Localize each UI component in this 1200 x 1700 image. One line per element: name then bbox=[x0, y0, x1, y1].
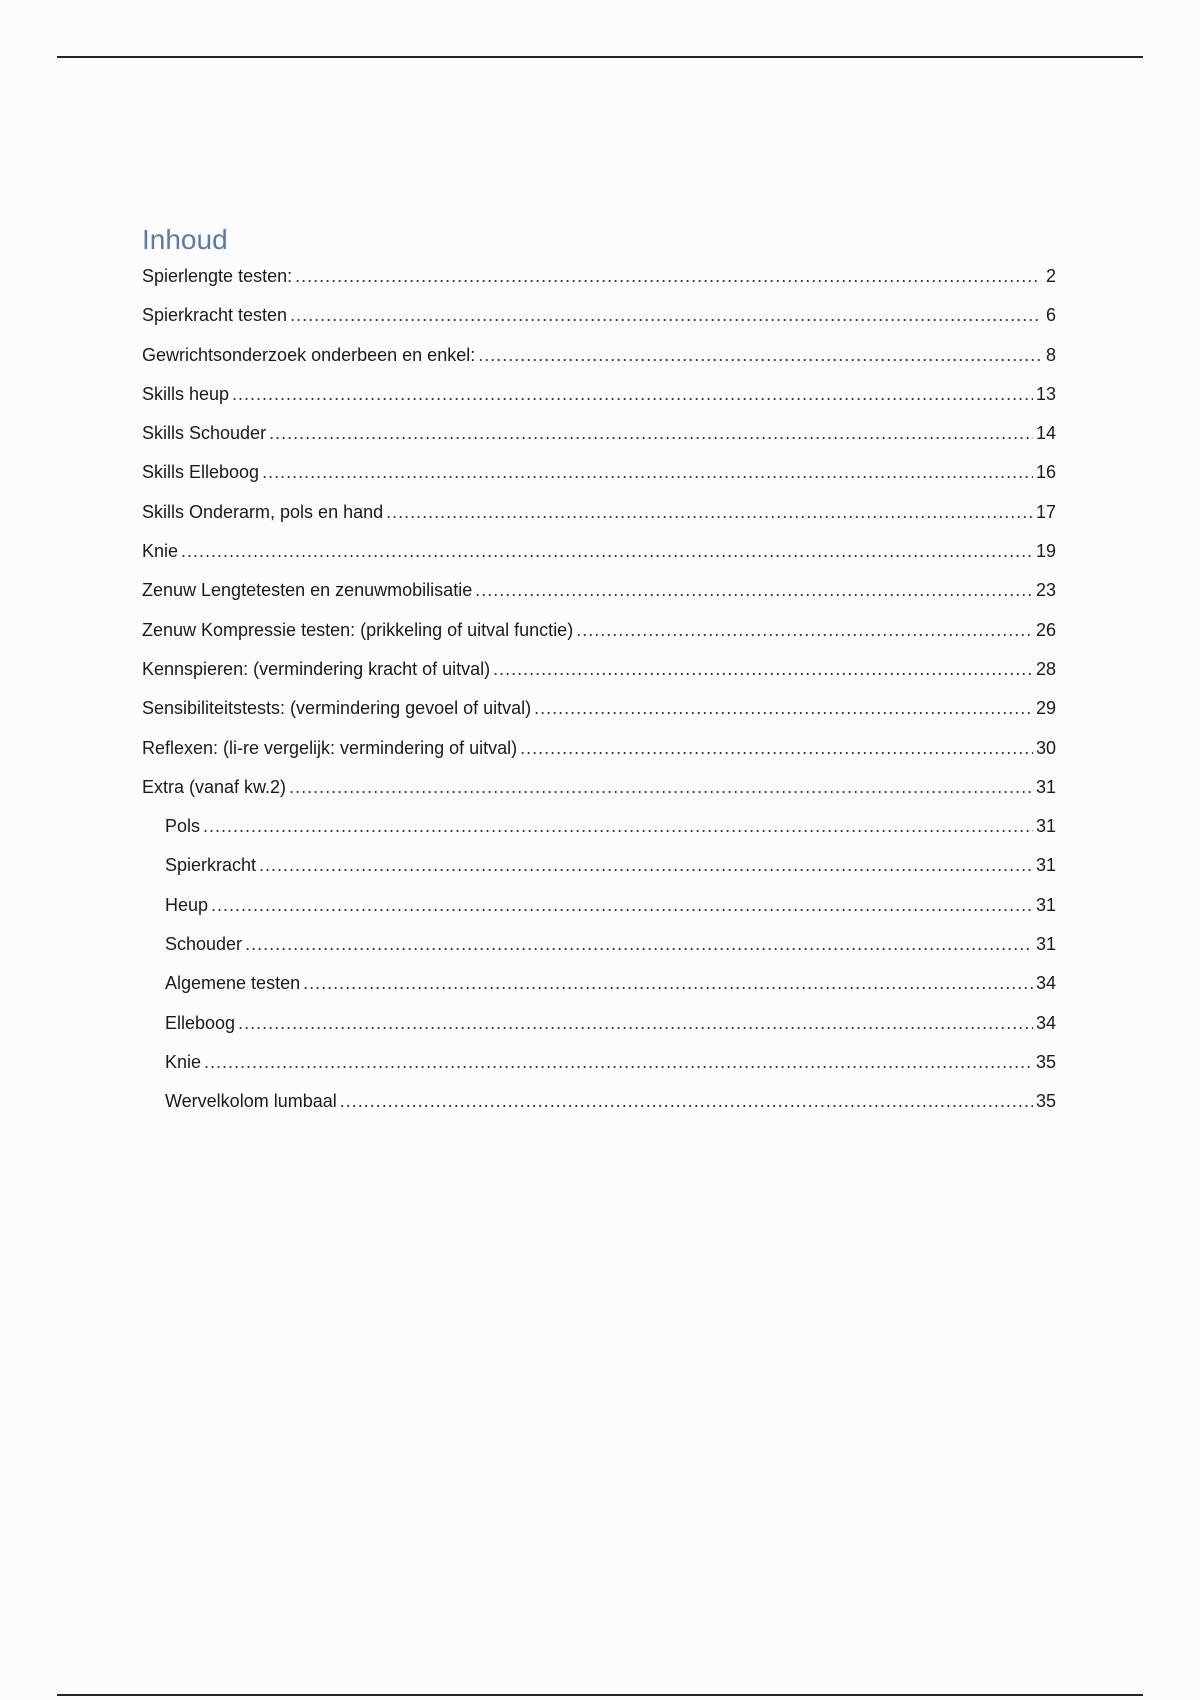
toc-dot-leader bbox=[340, 1086, 1033, 1116]
toc-dot-leader bbox=[211, 890, 1033, 920]
toc-dot-leader bbox=[290, 300, 1041, 330]
toc-dot-leader bbox=[303, 968, 1033, 998]
toc-entry-label: Skills Schouder bbox=[142, 423, 267, 444]
toc-entry[interactable] bbox=[142, 929, 1056, 968]
toc-dot-leader bbox=[386, 497, 1033, 527]
toc-entry[interactable] bbox=[142, 811, 1056, 850]
toc-entry[interactable] bbox=[142, 890, 1056, 929]
toc-entry[interactable] bbox=[142, 457, 1056, 496]
toc-dot-leader bbox=[245, 929, 1033, 959]
toc-entry-label: Elleboog bbox=[165, 1012, 236, 1033]
toc-dot-leader bbox=[295, 261, 1041, 291]
toc-entry-page-number: 30 bbox=[1035, 737, 1056, 758]
toc-entry-page-number: 31 bbox=[1035, 855, 1056, 876]
toc-entry-label: Zenuw Lengtetesten en zenuwmobilisatie bbox=[142, 580, 473, 601]
toc-entry-page-number: 16 bbox=[1035, 462, 1056, 483]
toc-entry-label: Wervelkolom lumbaal bbox=[165, 1091, 337, 1112]
toc-entry-label: Spierkracht testen bbox=[142, 305, 288, 326]
toc-entry-label: Sensibiliteitstests: (vermindering gevoel of uitval) bbox=[142, 698, 532, 719]
toc-entry[interactable] bbox=[142, 850, 1056, 889]
toc-entry-label: Spierlengte testen: bbox=[142, 266, 293, 286]
toc-entry[interactable] bbox=[142, 379, 1056, 418]
toc-entry-page-number: 26 bbox=[1035, 619, 1056, 640]
toc-dot-leader bbox=[203, 811, 1033, 841]
toc-entry-label: Schouder bbox=[165, 934, 243, 955]
toc-dot-leader bbox=[478, 340, 1041, 370]
toc-entry-page-number: 28 bbox=[1035, 658, 1056, 679]
toc-entry[interactable] bbox=[142, 733, 1056, 772]
toc-entry-page-number: 34 bbox=[1035, 1012, 1056, 1033]
toc-entry[interactable] bbox=[142, 536, 1056, 575]
toc-entry[interactable] bbox=[142, 615, 1056, 654]
toc-entry-label: Spierkracht bbox=[165, 855, 257, 876]
toc-entry-label: Skills heup bbox=[142, 383, 230, 404]
toc-entry-label: Skills Onderarm, pols en hand bbox=[142, 501, 384, 522]
toc-entry[interactable] bbox=[142, 968, 1056, 1007]
toc-dot-leader bbox=[262, 457, 1033, 487]
toc-entry[interactable] bbox=[142, 1086, 1056, 1125]
toc-entry-page-number: 13 bbox=[1035, 383, 1056, 404]
toc-entry-page-number: 29 bbox=[1035, 698, 1056, 719]
toc-entry-page-number: 23 bbox=[1035, 580, 1056, 601]
toc-entry-page-number: 31 bbox=[1035, 776, 1056, 797]
toc-entry-page-number: 35 bbox=[1035, 1091, 1056, 1112]
toc-entry-page-number: 8 bbox=[1045, 344, 1056, 365]
toc-dot-leader bbox=[576, 615, 1033, 645]
toc-entry-label: Gewrichtsonderzoek onderbeen en enkel: bbox=[142, 344, 476, 365]
toc-entry-label: Extra (vanaf kw.2) bbox=[142, 776, 287, 797]
toc-dot-leader bbox=[259, 850, 1033, 880]
toc-entry-label: Algemene testen bbox=[165, 973, 301, 994]
toc-entry[interactable] bbox=[142, 772, 1056, 811]
toc-entry-label: Kennspieren: (vermindering kracht of uitval) bbox=[142, 658, 491, 679]
toc-dot-leader bbox=[534, 693, 1033, 723]
toc-entry-label: Skills Elleboog bbox=[142, 462, 260, 483]
toc-dot-leader bbox=[475, 575, 1033, 605]
toc-entry-label: Zenuw Kompressie testen: (prikkeling of uitval functie) bbox=[142, 619, 574, 640]
toc-dot-leader bbox=[204, 1047, 1033, 1077]
toc-entry-label: Knie bbox=[165, 1051, 202, 1072]
toc-entry-label: Pols bbox=[165, 816, 201, 837]
toc-entry[interactable] bbox=[142, 261, 1056, 300]
toc-entry-label: Heup bbox=[165, 894, 209, 915]
toc-dot-leader bbox=[520, 733, 1033, 763]
toc-entry[interactable] bbox=[142, 418, 1056, 457]
toc-entry-page-number: 31 bbox=[1035, 816, 1056, 837]
toc-entry-page-number: 19 bbox=[1035, 541, 1056, 562]
toc-entry-page-number: 17 bbox=[1035, 501, 1056, 522]
toc-entry-label: Knie bbox=[142, 541, 179, 562]
toc-entry-page-number: 6 bbox=[1045, 305, 1056, 326]
table-of-contents bbox=[142, 261, 1056, 1126]
toc-entry-page-number: 35 bbox=[1035, 1051, 1056, 1072]
toc-entry[interactable] bbox=[142, 693, 1056, 732]
toc-dot-leader bbox=[493, 654, 1033, 684]
toc-entry[interactable] bbox=[142, 300, 1056, 339]
toc-entry-page-number: 2 bbox=[1045, 266, 1056, 286]
toc-entry[interactable] bbox=[142, 340, 1056, 379]
toc-dot-leader bbox=[238, 1008, 1033, 1038]
toc-entry[interactable] bbox=[142, 1047, 1056, 1086]
toc-entry[interactable] bbox=[142, 497, 1056, 536]
footer-rule bbox=[57, 1694, 1143, 1696]
toc-entry-page-number: 34 bbox=[1035, 973, 1056, 994]
toc-entry[interactable] bbox=[142, 575, 1056, 614]
toc-entry[interactable] bbox=[142, 1008, 1056, 1047]
toc-dot-leader bbox=[232, 379, 1033, 409]
toc-dot-leader bbox=[289, 772, 1033, 802]
toc-title: Inhoud bbox=[142, 224, 228, 255]
toc-entry-page-number: 14 bbox=[1035, 423, 1056, 444]
toc-entry-label: Reflexen: (li-re vergelijk: vermindering of uitval) bbox=[142, 737, 518, 758]
toc-dot-leader bbox=[181, 536, 1033, 566]
header-rule bbox=[57, 56, 1143, 58]
toc-entry-page-number: 31 bbox=[1035, 934, 1056, 955]
toc-entry[interactable] bbox=[142, 654, 1056, 693]
toc-dot-leader bbox=[269, 418, 1033, 448]
toc-entry-page-number: 31 bbox=[1035, 894, 1056, 915]
